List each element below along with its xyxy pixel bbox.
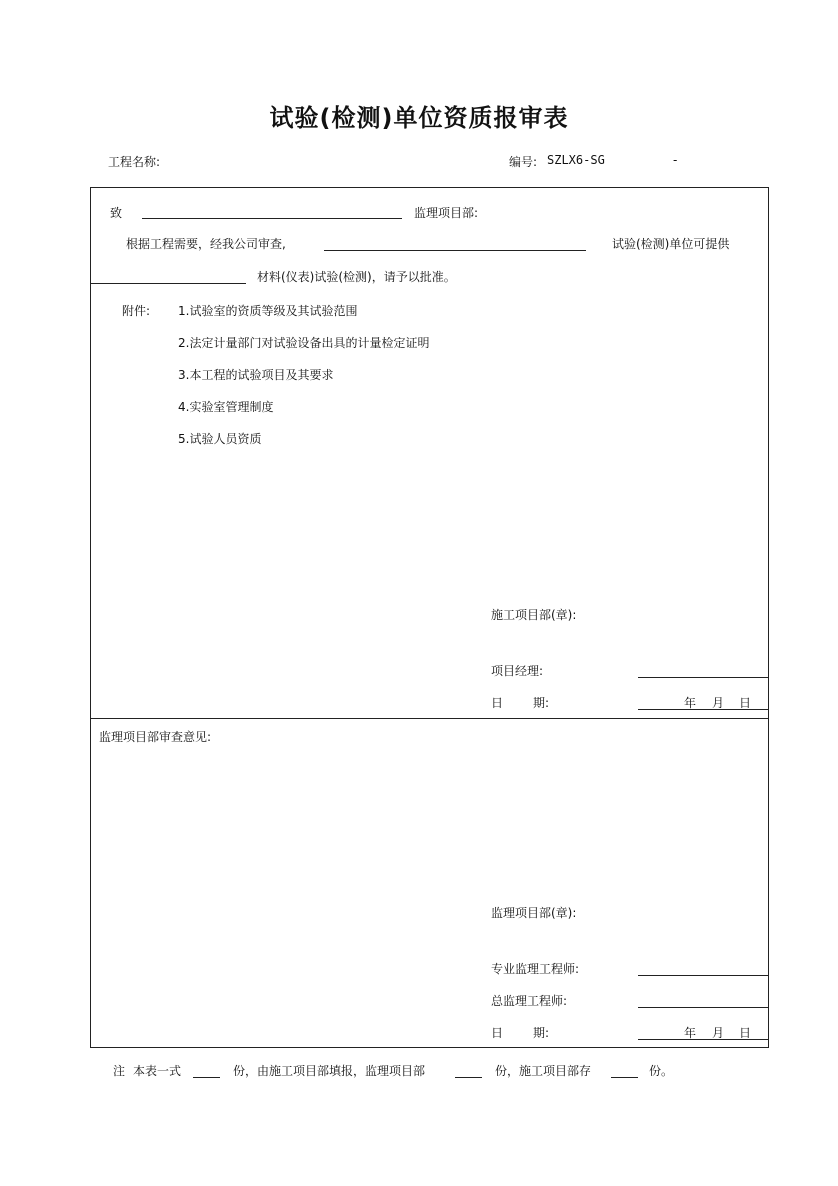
date-label: 日 [491, 1026, 504, 1040]
project-name-label: 工程名称: [108, 155, 161, 169]
specialist-engineer-label: 专业监理工程师: [491, 962, 580, 976]
attachment-item: 1.试验室的资质等级及其试验范围 [178, 304, 358, 318]
date-year: 年 [684, 696, 697, 710]
lab-name-field[interactable] [324, 250, 586, 251]
copies-total-field[interactable] [193, 1077, 220, 1078]
line1-suffix: 试验(检测)单位可提供 [612, 237, 730, 251]
date-label-suffix: 期: [533, 1026, 550, 1040]
date-label: 日 [491, 696, 504, 710]
attachment-label: 附件: [122, 304, 151, 318]
attachment-item: 5.试验人员资质 [178, 432, 262, 446]
project-manager-label: 项目经理: [491, 664, 544, 678]
line1-prefix: 根据工程需要，经我公司审查, [126, 237, 286, 251]
to-label: 致 [110, 206, 123, 220]
date-month: 月 [712, 1026, 725, 1040]
note-part2: 份，由施工项目部填报，监理项目部 [233, 1064, 426, 1078]
supervision-dept-seal-label: 监理项目部(章): [491, 906, 577, 920]
date-label-suffix: 期: [533, 696, 550, 710]
to-suffix: 监理项目部: [414, 206, 479, 220]
note-part1: 本表一式 [133, 1064, 182, 1078]
number-value: SZLX6-SG [547, 153, 605, 167]
number-label: 编号: [509, 155, 538, 169]
date-day: 日 [739, 1026, 752, 1040]
note-part3: 份，施工项目部存 [495, 1064, 592, 1078]
date-year: 年 [684, 1026, 697, 1040]
to-recipient-field[interactable] [142, 218, 402, 219]
date-month: 月 [712, 696, 725, 710]
chief-engineer-label: 总监理工程师: [491, 994, 568, 1008]
note-label: 注 [113, 1064, 126, 1078]
attachment-item: 2.法定计量部门对试验设备出具的计量检定证明 [178, 336, 430, 350]
page-title: 试验(检测)单位资质报审表 [269, 104, 569, 132]
project-manager-signature-field[interactable] [638, 677, 769, 678]
section-divider [90, 718, 769, 719]
number-dash: - [673, 153, 678, 167]
specialist-engineer-signature-field[interactable] [638, 975, 769, 976]
date-day: 日 [739, 696, 752, 710]
line2-suffix: 材料(仪表)试验(检测)，请予以批准。 [257, 270, 456, 284]
supervision-opinion-label: 监理项目部审查意见: [99, 730, 212, 744]
attachment-item: 4.实验室管理制度 [178, 400, 274, 414]
attachment-item: 3.本工程的试验项目及其要求 [178, 368, 334, 382]
construction-dept-seal-label: 施工项目部(章): [491, 608, 577, 622]
note-part4: 份。 [649, 1064, 674, 1078]
copies-construction-field[interactable] [611, 1077, 638, 1078]
copies-supervision-field[interactable] [455, 1077, 482, 1078]
material-field[interactable] [90, 283, 246, 284]
chief-engineer-signature-field[interactable] [638, 1007, 769, 1008]
